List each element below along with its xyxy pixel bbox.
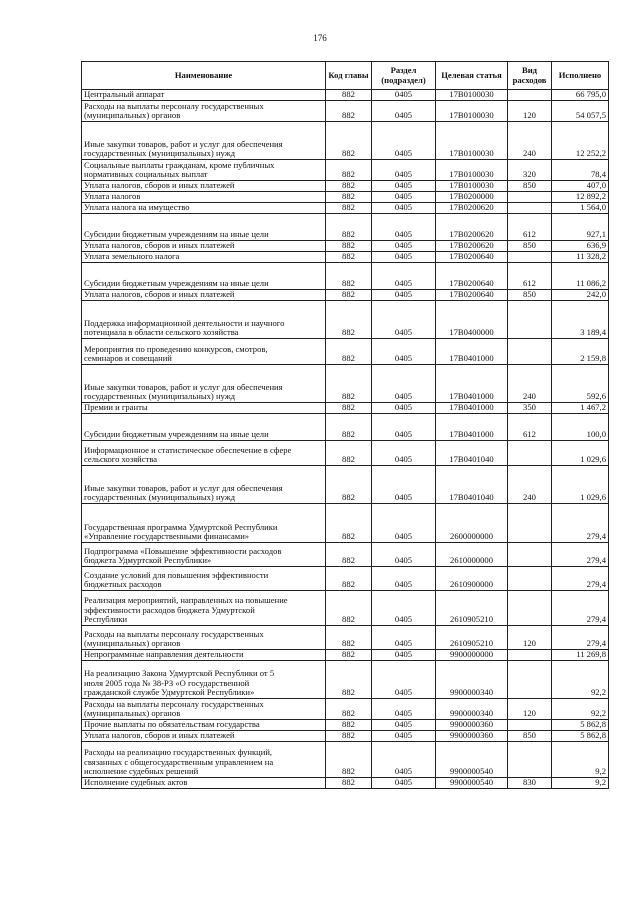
row-name: Расходы на выплаты персоналу государственных (муниципальных) органов (82, 699, 326, 720)
row-statya: 2610000000 (436, 543, 508, 567)
table-row (82, 699, 609, 720)
row-name: Премии и гранты (82, 403, 326, 414)
row-statya: 17В0401000 (436, 414, 508, 441)
table-row (82, 192, 609, 203)
row-name: Мероприятия по проведению конкурсов, смотров, семинаров и совещаний (82, 339, 326, 365)
row-vid: 612 (508, 263, 552, 290)
table-row (82, 626, 609, 650)
row-amount: 92,2 (552, 661, 609, 699)
row-glava: 882 (326, 699, 372, 720)
col-header-amount: Исполнено (552, 62, 609, 90)
row-statya: 9900000000 (436, 650, 508, 661)
row-vid (508, 192, 552, 203)
row-name: Расходы на выплаты персоналу государственных (муниципальных) органов (82, 626, 326, 650)
row-amount: 1 467,2 (552, 403, 609, 414)
row-amount: 279,4 (552, 567, 609, 591)
row-statya: 9900000360 (436, 720, 508, 731)
col-header-razdel: Раздел (подраздел) (372, 62, 436, 90)
row-vid (508, 742, 552, 778)
budget-table (81, 61, 609, 789)
row-razdel: 0405 (372, 214, 436, 241)
row-statya: 9900000340 (436, 661, 508, 699)
row-name: Подпрограмма «Повышение эффективности расходов бюджета Удмуртской Республики» (82, 543, 326, 567)
row-glava: 882 (326, 214, 372, 241)
row-vid (508, 543, 552, 567)
row-name: Прочие выплаты по обязательствам государства (82, 720, 326, 731)
row-name: Уплата налогов, сборов и иных платежей (82, 241, 326, 252)
row-name: На реализацию Закона Удмуртской Республики от 5 июля 2005 года № 38-РЗ «О государственной гражданской службе Удмуртской Республики» (82, 661, 326, 699)
row-statya: 17В0100030 (436, 90, 508, 101)
row-amount: 927,1 (552, 214, 609, 241)
row-amount: 100,0 (552, 414, 609, 441)
row-razdel: 0405 (372, 101, 436, 122)
table-row (82, 301, 609, 339)
row-name: Информационное и статистическое обеспечение в сфере сельского хозяйства (82, 441, 326, 466)
row-name: Реализация мероприятий, направленных на повышение эффективности расходов бюджета Удмуртской Республики (82, 591, 326, 626)
row-vid (508, 567, 552, 591)
row-statya: 17В0401040 (436, 441, 508, 466)
row-razdel: 0405 (372, 567, 436, 591)
row-amount: 1 029,6 (552, 441, 609, 466)
row-glava: 882 (326, 241, 372, 252)
row-amount: 9,2 (552, 742, 609, 778)
table-row (82, 90, 609, 101)
row-glava: 882 (326, 720, 372, 731)
row-vid: 850 (508, 241, 552, 252)
row-amount: 592,6 (552, 365, 609, 403)
row-name: Уплата налога на имущество (82, 203, 326, 214)
row-glava: 882 (326, 290, 372, 301)
row-vid: 240 (508, 122, 552, 160)
row-glava: 882 (326, 543, 372, 567)
row-name: Расходы на реализацию государственных функций, связанных с общегосударственным управлением на исполнение судебных решений (82, 742, 326, 778)
row-statya: 2610905210 (436, 626, 508, 650)
row-amount: 1 029,6 (552, 466, 609, 504)
row-glava: 882 (326, 403, 372, 414)
row-statya: 9900000540 (436, 742, 508, 778)
row-name: Поддержка информационной деятельности и научного потенциала в области сельского хозяйства (82, 301, 326, 339)
row-glava: 882 (326, 192, 372, 203)
row-razdel: 0405 (372, 466, 436, 504)
row-statya: 2610900000 (436, 567, 508, 591)
table-row (82, 661, 609, 699)
row-vid: 612 (508, 414, 552, 441)
row-razdel: 0405 (372, 720, 436, 731)
row-statya: 17В0401000 (436, 403, 508, 414)
row-glava: 882 (326, 414, 372, 441)
row-statya: 17В0401000 (436, 339, 508, 365)
row-name: Государственная программа Удмуртской Республики «Управление государственными финансами» (82, 504, 326, 543)
row-razdel: 0405 (372, 365, 436, 403)
row-name: Иные закупки товаров, работ и услуг для обеспечения государственных (муниципальных) нужд (82, 365, 326, 403)
row-vid (508, 441, 552, 466)
col-header-name: Наименование (82, 62, 326, 90)
table-row (82, 720, 609, 731)
row-amount: 12 252,2 (552, 122, 609, 160)
row-name: Субсидии бюджетным учреждениям на иные цели (82, 263, 326, 290)
row-statya: 17В0100030 (436, 181, 508, 192)
row-glava: 882 (326, 466, 372, 504)
row-amount: 3 189,4 (552, 301, 609, 339)
row-name: Социальные выплаты гражданам, кроме публичных нормативных социальных выплат (82, 160, 326, 181)
row-vid: 120 (508, 101, 552, 122)
row-statya: 9900000360 (436, 731, 508, 742)
row-glava: 882 (326, 263, 372, 290)
row-razdel: 0405 (372, 699, 436, 720)
row-glava: 882 (326, 339, 372, 365)
table-row (82, 241, 609, 252)
table-row (82, 365, 609, 403)
table-row (82, 543, 609, 567)
table-header-row (82, 62, 609, 90)
table-row (82, 263, 609, 290)
row-razdel: 0405 (372, 543, 436, 567)
table-row (82, 466, 609, 504)
row-name: Иные закупки товаров, работ и услуг для обеспечения государственных (муниципальных) нужд (82, 466, 326, 504)
row-statya: 17В0100030 (436, 160, 508, 181)
row-vid: 830 (508, 778, 552, 789)
row-razdel: 0405 (372, 731, 436, 742)
row-glava: 882 (326, 731, 372, 742)
row-razdel: 0405 (372, 626, 436, 650)
row-vid: 120 (508, 626, 552, 650)
row-vid (508, 591, 552, 626)
row-amount: 279,4 (552, 543, 609, 567)
row-amount: 5 862,8 (552, 720, 609, 731)
row-amount: 11 328,2 (552, 252, 609, 263)
row-razdel: 0405 (372, 441, 436, 466)
row-razdel: 0405 (372, 301, 436, 339)
row-statya: 17В0200620 (436, 241, 508, 252)
row-statya: 17В0100030 (436, 101, 508, 122)
row-amount: 407,0 (552, 181, 609, 192)
row-amount: 11 269,8 (552, 650, 609, 661)
row-razdel: 0405 (372, 203, 436, 214)
row-vid: 850 (508, 290, 552, 301)
row-statya: 17В0400000 (436, 301, 508, 339)
row-statya: 9900000340 (436, 699, 508, 720)
row-glava: 882 (326, 181, 372, 192)
row-amount: 2 159,8 (552, 339, 609, 365)
row-razdel: 0405 (372, 290, 436, 301)
table-row (82, 181, 609, 192)
row-statya: 2600000000 (436, 504, 508, 543)
table-row (82, 591, 609, 626)
row-glava: 882 (326, 90, 372, 101)
row-amount: 54 057,5 (552, 101, 609, 122)
row-amount: 242,0 (552, 290, 609, 301)
row-glava: 882 (326, 591, 372, 626)
row-vid (508, 203, 552, 214)
row-amount: 5 862,8 (552, 731, 609, 742)
table-row (82, 252, 609, 263)
row-statya: 17В0200000 (436, 192, 508, 203)
row-name: Расходы на выплаты персоналу государственных (муниципальных) органов (82, 101, 326, 122)
table-row (82, 650, 609, 661)
col-header-glava: Код главы (326, 62, 372, 90)
row-glava: 882 (326, 626, 372, 650)
row-razdel: 0405 (372, 241, 436, 252)
table-row (82, 504, 609, 543)
row-vid (508, 504, 552, 543)
table-row (82, 290, 609, 301)
row-name: Создание условий для повышения эффективности бюджетных расходов (82, 567, 326, 591)
row-glava: 882 (326, 301, 372, 339)
row-amount: 279,4 (552, 504, 609, 543)
row-razdel: 0405 (372, 252, 436, 263)
row-razdel: 0405 (372, 778, 436, 789)
row-glava: 882 (326, 441, 372, 466)
row-razdel: 0405 (372, 160, 436, 181)
row-amount: 9,2 (552, 778, 609, 789)
row-statya: 17В0200640 (436, 290, 508, 301)
row-vid: 320 (508, 160, 552, 181)
row-razdel: 0405 (372, 90, 436, 101)
row-amount: 1 564,0 (552, 203, 609, 214)
row-name: Исполнение судебных актов (82, 778, 326, 789)
table-row (82, 441, 609, 466)
row-vid (508, 650, 552, 661)
row-amount: 279,4 (552, 626, 609, 650)
table-row (82, 731, 609, 742)
col-header-vid: Вид расходов (508, 62, 552, 90)
row-name: Уплата налогов, сборов и иных платежей (82, 181, 326, 192)
row-razdel: 0405 (372, 263, 436, 290)
row-statya: 17В0401040 (436, 466, 508, 504)
row-statya: 17В0200620 (436, 203, 508, 214)
row-glava: 882 (326, 778, 372, 789)
row-vid: 850 (508, 731, 552, 742)
table-row (82, 160, 609, 181)
row-statya: 17В0200640 (436, 252, 508, 263)
row-name: Субсидии бюджетным учреждениям на иные цели (82, 214, 326, 241)
table-row (82, 122, 609, 160)
row-glava: 882 (326, 742, 372, 778)
row-amount: 92,2 (552, 699, 609, 720)
row-razdel: 0405 (372, 414, 436, 441)
row-razdel: 0405 (372, 339, 436, 365)
row-razdel: 0405 (372, 181, 436, 192)
row-glava: 882 (326, 661, 372, 699)
row-glava: 882 (326, 252, 372, 263)
row-name: Непрограммные направления деятельности (82, 650, 326, 661)
row-vid (508, 720, 552, 731)
col-header-statya: Целевая статья (436, 62, 508, 90)
row-razdel: 0405 (372, 650, 436, 661)
row-name: Иные закупки товаров, работ и услуг для обеспечения государственных (муниципальных) нужд (82, 122, 326, 160)
table-row (82, 742, 609, 778)
table-row (82, 214, 609, 241)
row-glava: 882 (326, 122, 372, 160)
row-amount: 11 086,2 (552, 263, 609, 290)
row-amount: 12 892,2 (552, 192, 609, 203)
row-glava: 882 (326, 504, 372, 543)
row-statya: 17В0200620 (436, 214, 508, 241)
row-razdel: 0405 (372, 742, 436, 778)
table-row (82, 339, 609, 365)
table-row (82, 414, 609, 441)
row-amount: 279,4 (552, 591, 609, 626)
row-razdel: 0405 (372, 504, 436, 543)
row-name: Уплата налогов, сборов и иных платежей (82, 731, 326, 742)
table-row (82, 101, 609, 122)
row-razdel: 0405 (372, 591, 436, 626)
row-razdel: 0405 (372, 122, 436, 160)
table-row (82, 203, 609, 214)
row-razdel: 0405 (372, 661, 436, 699)
row-amount: 78,4 (552, 160, 609, 181)
row-glava: 882 (326, 650, 372, 661)
row-vid: 240 (508, 365, 552, 403)
row-vid (508, 661, 552, 699)
row-vid: 612 (508, 214, 552, 241)
row-glava: 882 (326, 160, 372, 181)
row-amount: 636,9 (552, 241, 609, 252)
row-vid: 120 (508, 699, 552, 720)
row-vid: 240 (508, 466, 552, 504)
table-row (82, 403, 609, 414)
row-name: Субсидии бюджетным учреждениям на иные цели (82, 414, 326, 441)
row-vid (508, 301, 552, 339)
row-glava: 882 (326, 101, 372, 122)
row-statya: 17В0200640 (436, 263, 508, 290)
row-name: Уплата налогов (82, 192, 326, 203)
row-amount: 66 795,0 (552, 90, 609, 101)
row-vid (508, 90, 552, 101)
row-statya: 9900000540 (436, 778, 508, 789)
row-name: Уплата земельного налога (82, 252, 326, 263)
row-statya: 2610905210 (436, 591, 508, 626)
row-vid: 350 (508, 403, 552, 414)
row-glava: 882 (326, 567, 372, 591)
table-row (82, 778, 609, 789)
row-vid (508, 252, 552, 263)
table-row (82, 567, 609, 591)
row-vid (508, 339, 552, 365)
row-name: Центральный аппарат (82, 90, 326, 101)
row-glava: 882 (326, 365, 372, 403)
table-body (82, 90, 609, 789)
page-number: 176 (313, 33, 327, 43)
row-name: Уплата налогов, сборов и иных платежей (82, 290, 326, 301)
row-vid: 850 (508, 181, 552, 192)
row-razdel: 0405 (372, 403, 436, 414)
row-statya: 17В0100030 (436, 122, 508, 160)
row-razdel: 0405 (372, 192, 436, 203)
row-statya: 17В0401000 (436, 365, 508, 403)
row-glava: 882 (326, 203, 372, 214)
